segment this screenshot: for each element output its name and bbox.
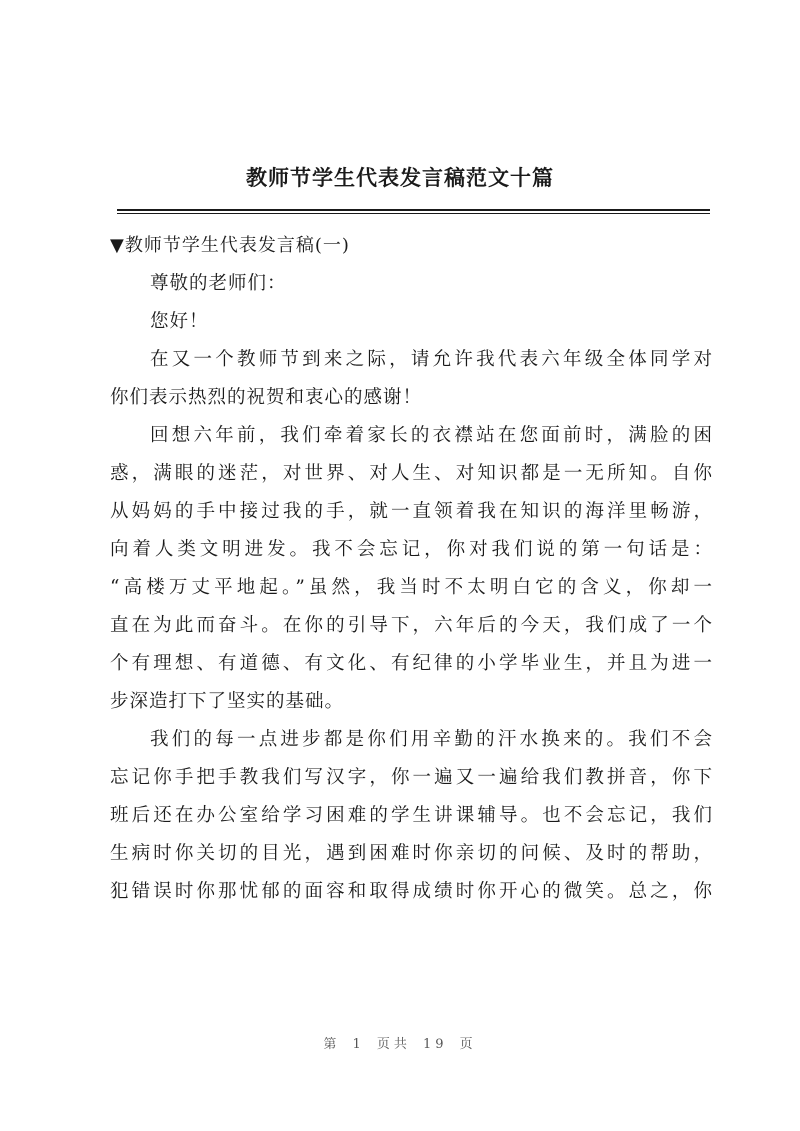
- title-divider-thin: [117, 213, 710, 214]
- paragraph-line: 个有理想、有道德、有文化、有纪律的小学毕业生，并且为进一: [110, 653, 712, 674]
- paragraph-line: 向着人类文明进发。我不会忘记，你对我们说的第一句话是：: [110, 539, 712, 560]
- paragraph-line: 班后还在办公室给学习困难的学生讲课辅导。也不会忘记，我们: [110, 805, 712, 826]
- paragraph-line: 生病时你关切的目光，遇到困难时你亲切的问候、及时的帮助，: [110, 843, 712, 864]
- page-title: 教师节学生代表发言稿范文十篇: [246, 165, 554, 190]
- paragraph-line: 从妈妈的手中接过我的手，就一直领着我在知识的海洋里畅游，: [110, 501, 712, 522]
- paragraph-line: 惑，满眼的迷茫，对世界、对人生、对知识都是一无所知。自你: [110, 463, 712, 484]
- paragraph-line: 回想六年前，我们牵着家长的衣襟站在您面前时，满脸的困: [150, 425, 712, 446]
- paragraph-line: 尊敬的老师们：: [150, 273, 287, 294]
- paragraph-line: 您好！: [150, 311, 209, 332]
- paragraph-line: 忘记你手把手教我们写汉字，你一遍又一遍给我们教拼音，你下: [110, 767, 712, 788]
- paragraph-line: 步深造打下了坚实的基础。: [110, 691, 345, 712]
- paragraph-line: 在又一个教师节到来之际，请允许我代表六年级全体同学对: [150, 349, 712, 370]
- section-heading: ▼教师节学生代表发言稿(一): [110, 235, 350, 256]
- paragraph-line: 你们表示热烈的祝贺和衷心的感谢！: [110, 387, 423, 408]
- paragraph-line: 我们的每一点进步都是你们用辛勤的汗水换来的。我们不会: [150, 729, 712, 750]
- paragraph-line: 犯错误时你那忧郁的面容和取得成绩时你开心的微笑。总之，你: [110, 881, 712, 902]
- paragraph-line: 直在为此而奋斗。在你的引导下，六年后的今天，我们成了一个: [110, 615, 712, 636]
- title-divider: [117, 209, 710, 211]
- page-footer: 第 1 页共 19 页: [323, 1037, 477, 1052]
- paragraph-line: “高楼万丈平地起。”虽然，我当时不太明白它的含义，你却一: [110, 577, 712, 598]
- document-body: [110, 227, 712, 911]
